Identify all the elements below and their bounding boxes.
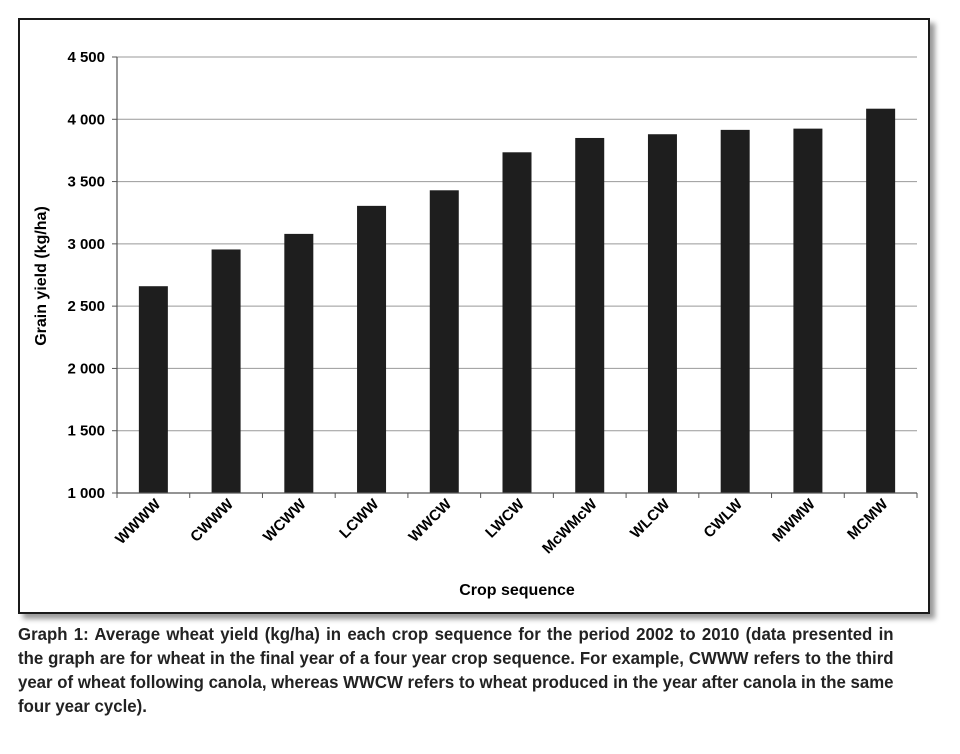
x-tick-label: LWCW: [482, 495, 528, 542]
x-tick-label: CWWW: [187, 495, 237, 546]
x-tick-label: McWMcW: [539, 495, 601, 558]
bar: [430, 190, 459, 493]
bar: [866, 109, 895, 493]
bar: [721, 130, 750, 493]
x-axis-title: Crop sequence: [459, 582, 575, 599]
bar: [212, 249, 241, 493]
x-tick-label: WLCW: [627, 495, 674, 542]
chart-frame: [18, 18, 930, 614]
bars: [117, 109, 917, 498]
bar-chart: [20, 20, 928, 612]
figure-caption: Graph 1: Average wheat yield (kg/ha) in each crop sequence for the period 2002 to 2010 (data presented in the graph are for wheat in the final year of a four year crop sequence. For example, CWWW refers to the third year of wheat following canola, whereas WWCW refers to wheat produced in the year after canola in the same four year cycle).: [18, 624, 894, 716]
bar: [575, 138, 604, 493]
y-tick-label: 4 500: [67, 49, 105, 66]
x-tick-label: CWLW: [700, 495, 747, 542]
y-tick-label: 2 500: [67, 298, 105, 316]
y-tick-label: 3 000: [67, 235, 105, 253]
x-tick-label: WCWW: [259, 495, 310, 546]
y-tick-label: 1 000: [67, 485, 105, 502]
bar: [284, 234, 313, 493]
x-tick-label: WWCW: [405, 495, 456, 546]
bar: [503, 152, 532, 493]
x-tick-label: MWMW: [769, 495, 819, 546]
bar: [793, 129, 822, 493]
y-axis-title: Grain yield (kg/ha): [33, 206, 50, 346]
bar: [139, 286, 168, 493]
y-tick-label: 2 000: [67, 360, 105, 378]
y-tick-label: 1 500: [67, 422, 105, 440]
x-tick-labels: [112, 495, 892, 557]
bar: [648, 134, 677, 493]
x-tick-label: MCMW: [844, 495, 892, 544]
x-tick-label: LCWW: [336, 495, 383, 542]
y-tick-labels: [67, 49, 105, 502]
bar: [357, 206, 386, 493]
y-tick-label: 3 500: [67, 173, 105, 191]
y-tick-label: 4 000: [67, 111, 105, 129]
x-tick-label: WWWW: [112, 495, 165, 548]
